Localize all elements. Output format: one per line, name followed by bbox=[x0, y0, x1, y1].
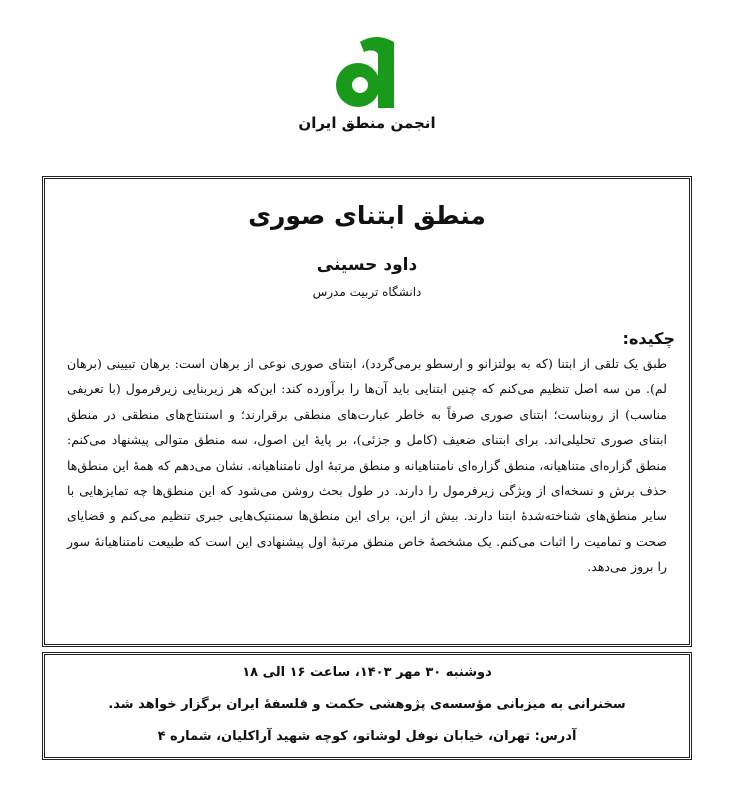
abstract-heading: چکیده: bbox=[622, 329, 675, 348]
abstract-text: طبق یک تلقی از ابتنا (که به بولتزانو و ارسطو برمی‌گردد)، ابتنای صوری نوعی از برهان است: برهان تبیینی (برهان لم). من سه اصل تنظیم می‌کنم که چنین ابتنایی باید آن‌ها را برآورده کند: این‌که هر زیربنایی زیرفرمول (با تعریفی مناسب) از روبناست؛ ابتنای صوری صرفاً به خاطر عبارت‌های منطقی برقرارند؛ و استنتاج‌های منطقی در منطق ابتنای صوری تحلیلی‌اند. برای ابتنای ضعیف (کامل و جزئی)، بر پایهٔ این اصول، سه منطق متوالی پیشنهاد می‌کنم: منطق گزاره‌ای متناهیانه، منطق گزاره‌ای نامتناهیانه و منطق مرتبهٔ اول نامتناهیانه. نشان می‌دهم که همهٔ این منطق‌ها حذف برش و نسخه‌ای از ویژگی زیرفرمول را دارند. در طول بحث روشن می‌شود که این منطق‌ها چه تمایزهایی با سایر منطق‌های شناخته‌شدهٔ ابتنا دارند. بیش از این، برای این منطق‌ها سمنتیک‌هایی جبری تنظیم می‌کنم و قضایای صحت و تمامیت را اثبات می‌کنم. یک مشخصهٔ خاص منطق مرتبهٔ اول پیشنهادی این است که طبیعت نامتناهیانهٔ سور را بروز می‌دهد. bbox=[67, 356, 667, 575]
event-host: سخنرانی به میزبانی مؤسسه‌ی پژوهشی حکمت و فلسفهٔ ایران برگزار خواهد شد. bbox=[108, 697, 626, 712]
page-title: منطق ابتنای صوری bbox=[248, 201, 486, 230]
event-address: آدرس: تهران، خیابان نوفل لوشاتو، کوچه شهید آراکلیان، شماره ۴ bbox=[157, 729, 577, 744]
author-affiliation: دانشگاه تربیت مدرس bbox=[312, 285, 422, 299]
abstract-frame bbox=[42, 176, 692, 647]
event-info-frame bbox=[42, 652, 692, 760]
author-name: داود حسینی bbox=[316, 255, 418, 275]
logo-organization-name: انجمن منطق ایران bbox=[298, 114, 436, 132]
logo bbox=[0, 30, 734, 132]
logo-mark-icon bbox=[334, 30, 400, 110]
event-datetime: دوشنبه ۳۰ مهر ۱۴۰۳، ساعت ۱۶ الی ۱۸ bbox=[242, 665, 492, 680]
